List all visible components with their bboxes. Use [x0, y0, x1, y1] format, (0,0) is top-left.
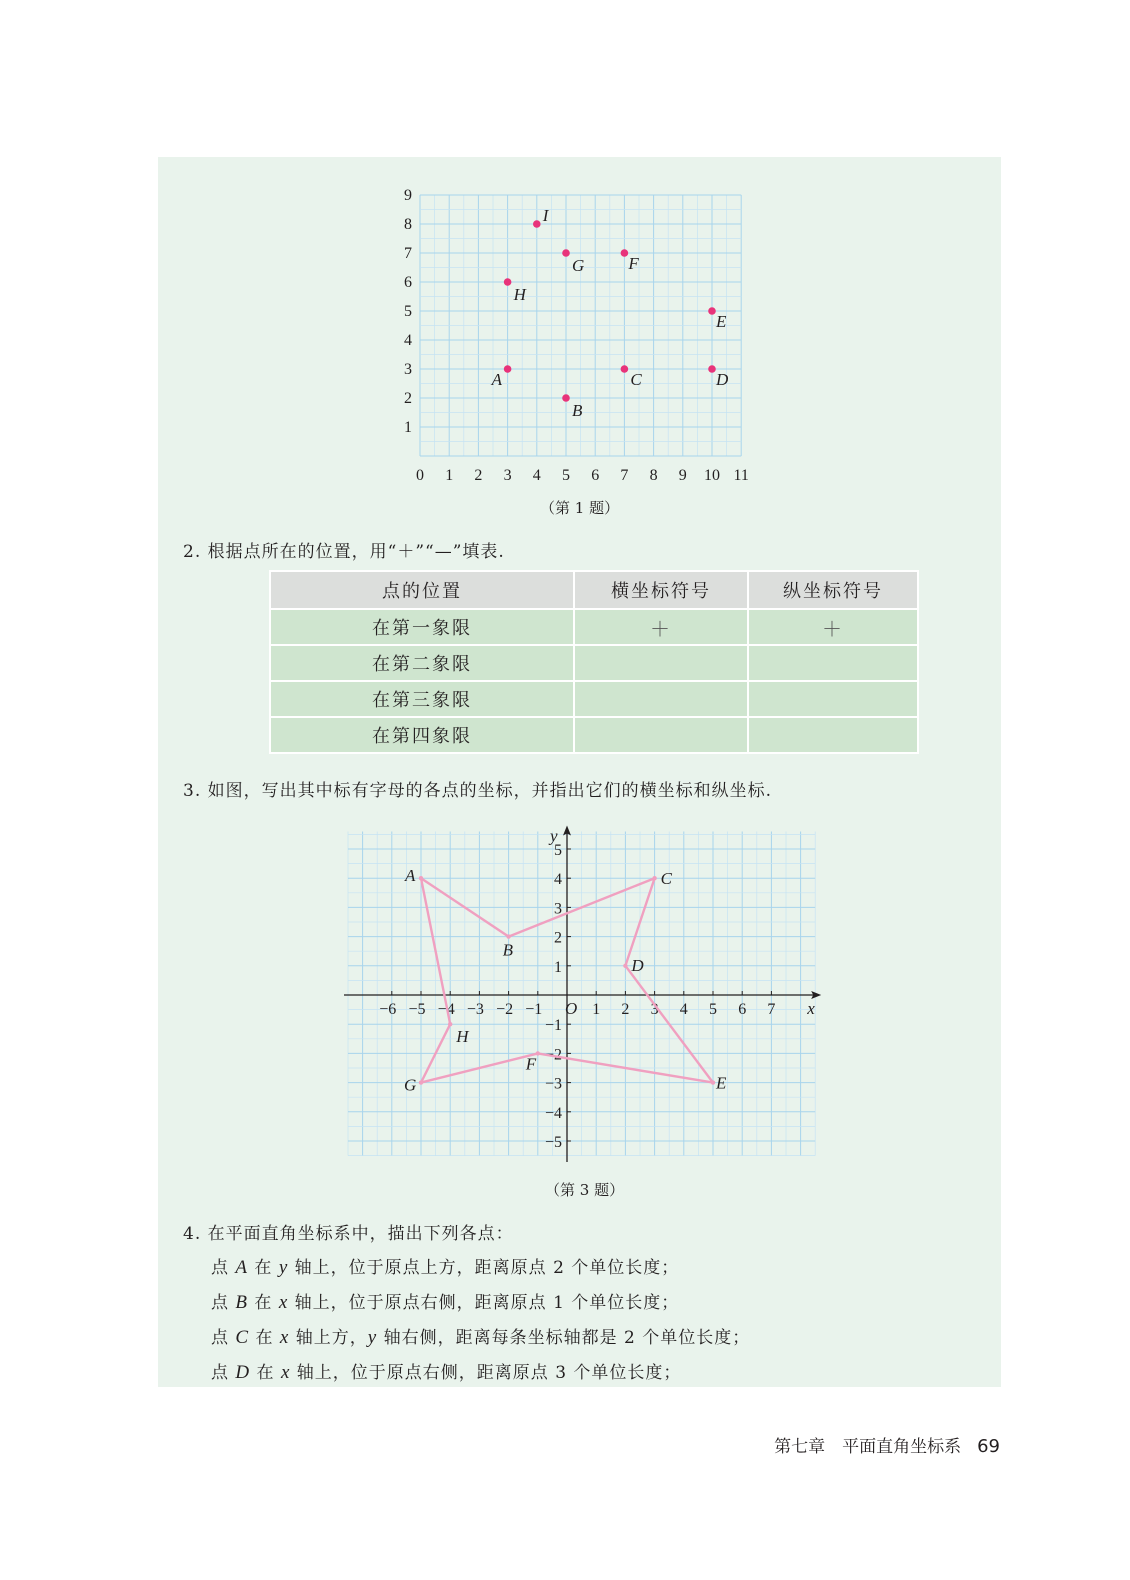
- vertex-label: E: [716, 1073, 727, 1093]
- data-point: [621, 249, 629, 257]
- table-cell: ＋: [748, 609, 918, 645]
- x-tick-label: 6: [738, 1001, 747, 1018]
- point-label: F: [628, 254, 639, 273]
- table-cell: [574, 717, 748, 753]
- page-footer: [0, 1432, 1000, 1457]
- line-post: 轴上，位于原点右侧，距离原点 3 个单位长度；: [290, 1363, 682, 1383]
- x-tick-label: 1: [445, 467, 454, 484]
- table-row: [270, 717, 918, 753]
- question-2-prompt: 2. 根据点所在的位置，用“＋”“—”填表.: [183, 542, 505, 562]
- line-post: 轴上方，: [289, 1328, 368, 1348]
- point-var: B: [235, 1292, 249, 1313]
- x-tick-label: 7: [620, 467, 629, 484]
- data-point: [504, 365, 512, 373]
- line-post: 轴上，位于原点上方，距离原点 2 个单位长度；: [288, 1258, 680, 1278]
- y-tick-label: 2: [554, 929, 562, 947]
- chapter-title: 第七章 平面直角坐标系: [774, 1437, 962, 1457]
- origin-label: O: [565, 999, 578, 1018]
- table-row: [270, 609, 918, 645]
- vertex-label: C: [660, 869, 672, 889]
- point-var: D: [235, 1362, 251, 1383]
- table-cell: 在第三象限: [270, 681, 574, 717]
- vertex-label: F: [525, 1054, 537, 1074]
- x-tick-label: 11: [733, 467, 749, 484]
- line-pre: 点: [211, 1258, 236, 1278]
- x-tick-label: −3: [466, 1001, 484, 1018]
- table-row: [270, 681, 918, 717]
- point-label: E: [716, 312, 727, 331]
- data-point: [708, 365, 716, 373]
- polygon-vertex: [448, 1022, 452, 1026]
- table-cell: 在第四象限: [270, 717, 574, 753]
- x-tick-label: 6: [591, 467, 600, 484]
- point-var: C: [235, 1327, 250, 1348]
- data-point: [504, 278, 512, 286]
- table-cell: [748, 717, 918, 753]
- y-tick-label: −2: [544, 1046, 562, 1064]
- x-tick-label: −2: [496, 1001, 514, 1018]
- point-label: G: [572, 256, 585, 275]
- x-tick-label: 9: [678, 467, 687, 484]
- question-4-prompt: 4. 在平面直角坐标系中，描出下列各点：: [183, 1224, 514, 1244]
- table-header-cell: 纵坐标符号: [748, 571, 918, 609]
- x-tick-label: 10: [704, 467, 720, 484]
- point-label: H: [513, 285, 526, 304]
- y-axis-label: y: [550, 826, 558, 846]
- question-4-line-d: [211, 1358, 681, 1384]
- sign-table: [269, 570, 919, 754]
- question-4-line-b: [211, 1288, 679, 1314]
- axis-var: y: [367, 1327, 378, 1348]
- figure-1-point-grid: [390, 180, 760, 485]
- table-cell: [574, 681, 748, 717]
- axis-var: x: [279, 1327, 290, 1348]
- x-tick-label: −6: [379, 1001, 397, 1018]
- x-tick-label: 1: [592, 1001, 601, 1018]
- data-point: [621, 365, 629, 373]
- y-tick-label: 3: [554, 900, 562, 918]
- question-3-prompt: 3. 如图，写出其中标有字母的各点的坐标，并指出它们的横坐标和纵坐标.: [183, 781, 773, 801]
- vertex-label: G: [404, 1075, 417, 1095]
- polygon-vertex: [536, 1051, 540, 1055]
- polygon-vertex: [652, 876, 656, 880]
- table-row: [270, 645, 918, 681]
- y-tick-label: 2: [404, 390, 412, 407]
- x-axis-label: x: [807, 999, 815, 1018]
- table-header-cell: 点的位置: [270, 571, 574, 609]
- x-tick-label: 3: [650, 1001, 659, 1018]
- x-tick-label: 8: [649, 467, 658, 484]
- line-post: 轴上，位于原点右侧，距离原点 1 个单位长度；: [288, 1293, 680, 1313]
- x-tick-label: 7: [767, 1001, 776, 1018]
- y-tick-label: −3: [544, 1075, 562, 1093]
- table-cell: [574, 645, 748, 681]
- line-pre: 点: [211, 1328, 236, 1348]
- y-tick-label: 5: [554, 842, 562, 859]
- point-label: I: [542, 206, 549, 225]
- y-tick-label: −4: [544, 1104, 562, 1122]
- question-4-line-a: [211, 1253, 679, 1279]
- table-cell: ＋: [574, 609, 748, 645]
- point-label: C: [630, 370, 642, 389]
- table-header-cell: 横坐标符号: [574, 571, 748, 609]
- point-label: B: [572, 401, 583, 420]
- y-tick-label: 7: [404, 245, 412, 262]
- y-tick-label: 1: [404, 419, 412, 436]
- x-tick-label: −4: [437, 1001, 455, 1018]
- point-var: A: [235, 1257, 249, 1278]
- line-mid: 在: [249, 1328, 280, 1348]
- y-tick-label: 3: [404, 361, 412, 378]
- y-tick-label: 1: [554, 958, 562, 976]
- vertex-label: A: [405, 866, 416, 886]
- line-post: 轴右侧，距离每条坐标轴都是 2 个单位长度；: [377, 1328, 751, 1348]
- y-tick-label: 5: [404, 303, 412, 320]
- table-cell: [748, 681, 918, 717]
- question-4-line-c: [211, 1323, 750, 1349]
- axis-var: x: [280, 1362, 291, 1383]
- x-tick-label: 5: [709, 1001, 717, 1018]
- line-mid: 在: [248, 1293, 279, 1313]
- axis-var: y: [278, 1257, 289, 1278]
- y-tick-label: 4: [404, 332, 412, 349]
- x-tick-label: −5: [408, 1001, 426, 1018]
- point-label: A: [491, 370, 502, 389]
- x-tick-label: −1: [525, 1001, 543, 1018]
- y-tick-label: 4: [554, 871, 562, 889]
- vertex-label: H: [456, 1027, 469, 1047]
- x-tick-label: 5: [562, 467, 570, 484]
- figure-3-star-polygon: [330, 812, 830, 1162]
- y-tick-label: −5: [544, 1134, 562, 1151]
- line-mid: 在: [250, 1363, 281, 1383]
- line-pre: 点: [211, 1363, 236, 1383]
- polygon-vertex: [506, 934, 510, 938]
- y-tick-label: −1: [544, 1017, 562, 1035]
- x-tick-label: 0: [416, 467, 424, 484]
- polygon-vertex: [711, 1080, 715, 1084]
- y-tick-label: 8: [404, 216, 412, 233]
- table-cell: [748, 645, 918, 681]
- x-tick-label: 2: [621, 1001, 630, 1018]
- data-point: [562, 249, 570, 257]
- vertex-label: D: [631, 955, 644, 975]
- figure-3-caption: （第 3 题）: [545, 1181, 625, 1199]
- page-number: 69: [977, 1436, 1000, 1457]
- polygon-vertex: [419, 1080, 423, 1084]
- y-tick-label: 9: [404, 187, 412, 204]
- y-tick-label: 6: [404, 274, 412, 291]
- polygon-vertex: [623, 964, 627, 968]
- x-tick-label: 4: [679, 1001, 688, 1018]
- axis-var: x: [278, 1292, 289, 1313]
- x-tick-label: 4: [532, 467, 541, 484]
- table-cell: 在第一象限: [270, 609, 574, 645]
- data-point: [562, 394, 570, 402]
- x-tick-label: 3: [503, 467, 512, 484]
- vertex-label: B: [502, 940, 513, 960]
- table-cell: 在第二象限: [270, 645, 574, 681]
- data-point: [708, 307, 716, 315]
- line-mid: 在: [248, 1258, 279, 1278]
- point-label: D: [716, 370, 729, 389]
- data-point: [533, 220, 541, 228]
- polygon-vertex: [419, 876, 423, 880]
- table-header-row: [270, 571, 918, 609]
- line-pre: 点: [211, 1293, 236, 1313]
- x-tick-label: 2: [474, 467, 483, 484]
- figure-1-caption: （第 1 题）: [540, 499, 620, 517]
